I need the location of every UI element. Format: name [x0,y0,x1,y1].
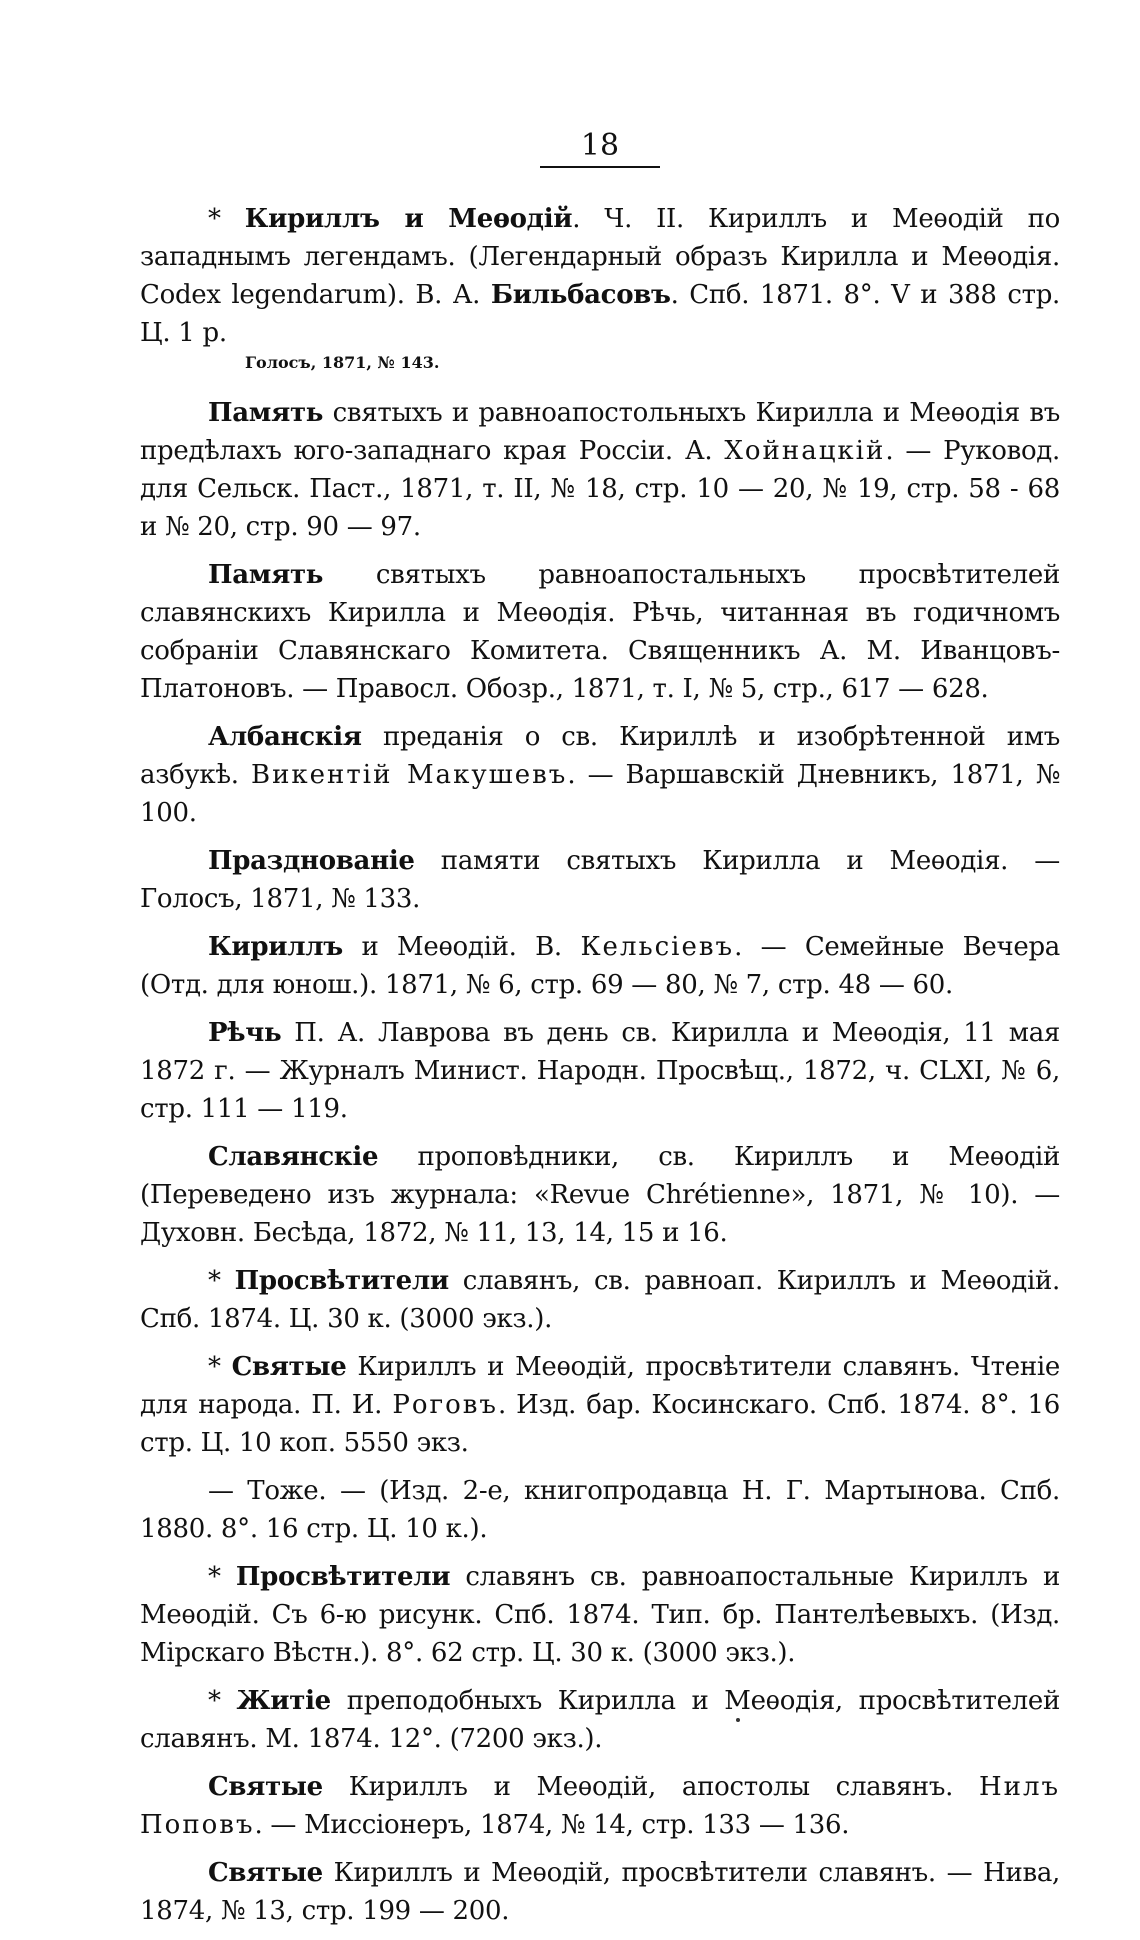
entry-text-continued: . — Миссіонеръ, 1874, № 14, стр. 133 — 136. [254,1810,850,1840]
entry-headword: Албанскія [208,722,362,752]
entry-text-continued: . — Варшавскій Дневникъ, 1871, № 100. [140,760,1060,828]
entry-author: Хойнацкій [724,436,886,466]
entry-headword: Рѣчь [208,1018,282,1048]
entry-author: Бильбасовъ [490,280,671,310]
entry-headword: Кириллъ и Меѳодій [244,204,573,234]
entry-text-continued: . Спб. 1871. 8°. V и 388 стр. Ц. 1 р. [140,280,1060,348]
entry-text: П. А. Лаврова въ день св. Кирилла и Меѳодія, 11 мая 1872 г. — Журналъ Минист. Народн. Просвѣщ., 1872, ч. CLXI, № 6, стр. 111 — 119. [140,1018,1060,1124]
entry-text: и Меѳодій. В. [342,932,581,962]
entry-text: памяти святыхъ Кирилла и Меѳодія. — Голосъ, 1871, № 133. [140,846,1060,914]
bibliography-entry [140,1348,1060,1462]
bibliography-entry [140,1558,1060,1672]
entry-text-continued: . — Руковод. для Сельск. Паст., 1871, т. II, № 18, стр. 10 — 20, № 19, стр. 58 - 68 и № 20, стр. 90 — 97. [140,436,1060,542]
entry-text: Кириллъ и Меѳодій, просвѣтители славянъ. — Нива, 1874, № 13, стр. 199 — 200. [140,1858,1060,1926]
bibliography-list [140,200,1060,1940]
entry-headword: Житіе [236,1686,331,1716]
bibliography-entry [140,1472,1060,1548]
entry-text: преданія о св. Кириллѣ и изобрѣтенной имъ азбукѣ. [140,722,1060,790]
entry-author: Нилъ Поповъ [140,1772,1060,1840]
bibliography-entry [140,394,1060,546]
ink-speck [736,1718,740,1722]
entry-author: Кельсіевъ [580,932,735,962]
entry-headword: Просвѣтители [235,1562,451,1592]
entry-text: преподобныхъ Кирилла и Меѳодія, просвѣтителей славянъ. М. 1874. 12°. (7200 экз.). [140,1686,1060,1754]
bibliography-entry [140,1014,1060,1128]
entry-text-continued: . Изд. бар. Косинскаго. Спб. 1874. 8°. 16 стр. Ц. 10 коп. 5550 экз. [140,1390,1060,1458]
bibliography-entry [140,718,1060,832]
entry-text: . Ч. II. Кириллъ и Меѳодій по западнымъ легендамъ. (Легендарный образъ Кирилла и Меѳодія. Codex legendarum). В. А. [140,204,1060,310]
entry-author: Роговъ [392,1390,498,1420]
entry-source-note: Голосъ, 1871, № 143. [245,353,440,372]
bibliography-entry [140,200,1060,352]
entry-headword: Святые [231,1352,347,1382]
entry-headword: Просвѣтители [234,1266,449,1296]
entry-text: проповѣдники, св. Кириллъ и Меѳодій (Переведено изъ журнала: «Revue Chrétienne», 1871, № 10). — Духовн. Бесѣда, 1872, № 11, 13, 14, 15 и 16. [140,1142,1060,1248]
entry-text: славянъ св. равноапостальные Кириллъ и Меѳодій. Съ 6-ю рисунк. Спб. 1874. Тип. бр. Пантелѣевыхъ. (Изд. Мірскаго Вѣстн.). 8°. 62 стр. Ц. 30 к. (3000 экз.). [140,1562,1060,1668]
entry-text: Кириллъ и Меѳодій, просвѣтители славянъ. Чтеніе для народа. П. И. [140,1352,1060,1420]
entry-headword: Славянскіе [208,1142,379,1172]
bibliography-entry [140,556,1060,708]
entry-text: Кириллъ и Меѳодій, апостолы славянъ. [322,1772,979,1802]
bibliography-entry [140,1262,1060,1338]
entry-text: — Тоже. — (Изд. 2-е, книгопродавца Н. Г. Мартынова. Спб. 1880. 8°. 16 стр. Ц. 10 к.). [140,1476,1060,1544]
asterisk-marker: * [208,1686,237,1716]
entry-headword: Празднованіе [208,846,415,876]
asterisk-marker: * [208,1352,232,1382]
page-number-rule [540,166,660,168]
entry-text: святыхъ равноапостальныхъ просвѣтителей славянскихъ Кирилла и Меѳодія. Рѣчь, читанная въ годичномъ собраніи Славянскаго Комитета. Священникъ А. М. Иванцовъ-Платоновъ. — Правосл. Обозр., 1871, т. I, № 5, стр., 617 — 628. [140,560,1060,704]
bibliography-entry [140,1768,1060,1844]
asterisk-marker: * [208,1266,235,1296]
page-number: 18 [580,128,620,163]
entry-headword: Память [208,560,324,590]
entry-headword: Святые [208,1772,323,1802]
entry-author: Викентій Макушевъ [250,760,568,790]
bibliography-entry [140,1138,1060,1252]
asterisk-marker: * [208,204,245,234]
bibliography-entry [140,1682,1060,1758]
bibliography-entry [140,928,1060,1004]
entry-headword: Святые [208,1858,323,1888]
entry-text: святыхъ и равноапостольныхъ Кирилла и Меѳодія въ предѣлахъ юго-западнаго края Россіи. А. [140,398,1060,466]
bibliography-entry [140,1854,1060,1930]
entry-headword: Кириллъ [208,932,343,962]
bibliography-entry [140,842,1060,918]
asterisk-marker: * [208,1562,236,1592]
entry-headword: Память [208,398,324,428]
entry-text-continued: . — Семейные Вечера (Отд. для юнош.). 1871, № 6, стр. 69 — 80, № 7, стр. 48 — 60. [140,932,1060,1000]
entry-text: славянъ, св. равноап. Кириллъ и Меѳодій. Спб. 1874. Ц. 30 к. (3000 экз.). [140,1266,1060,1334]
